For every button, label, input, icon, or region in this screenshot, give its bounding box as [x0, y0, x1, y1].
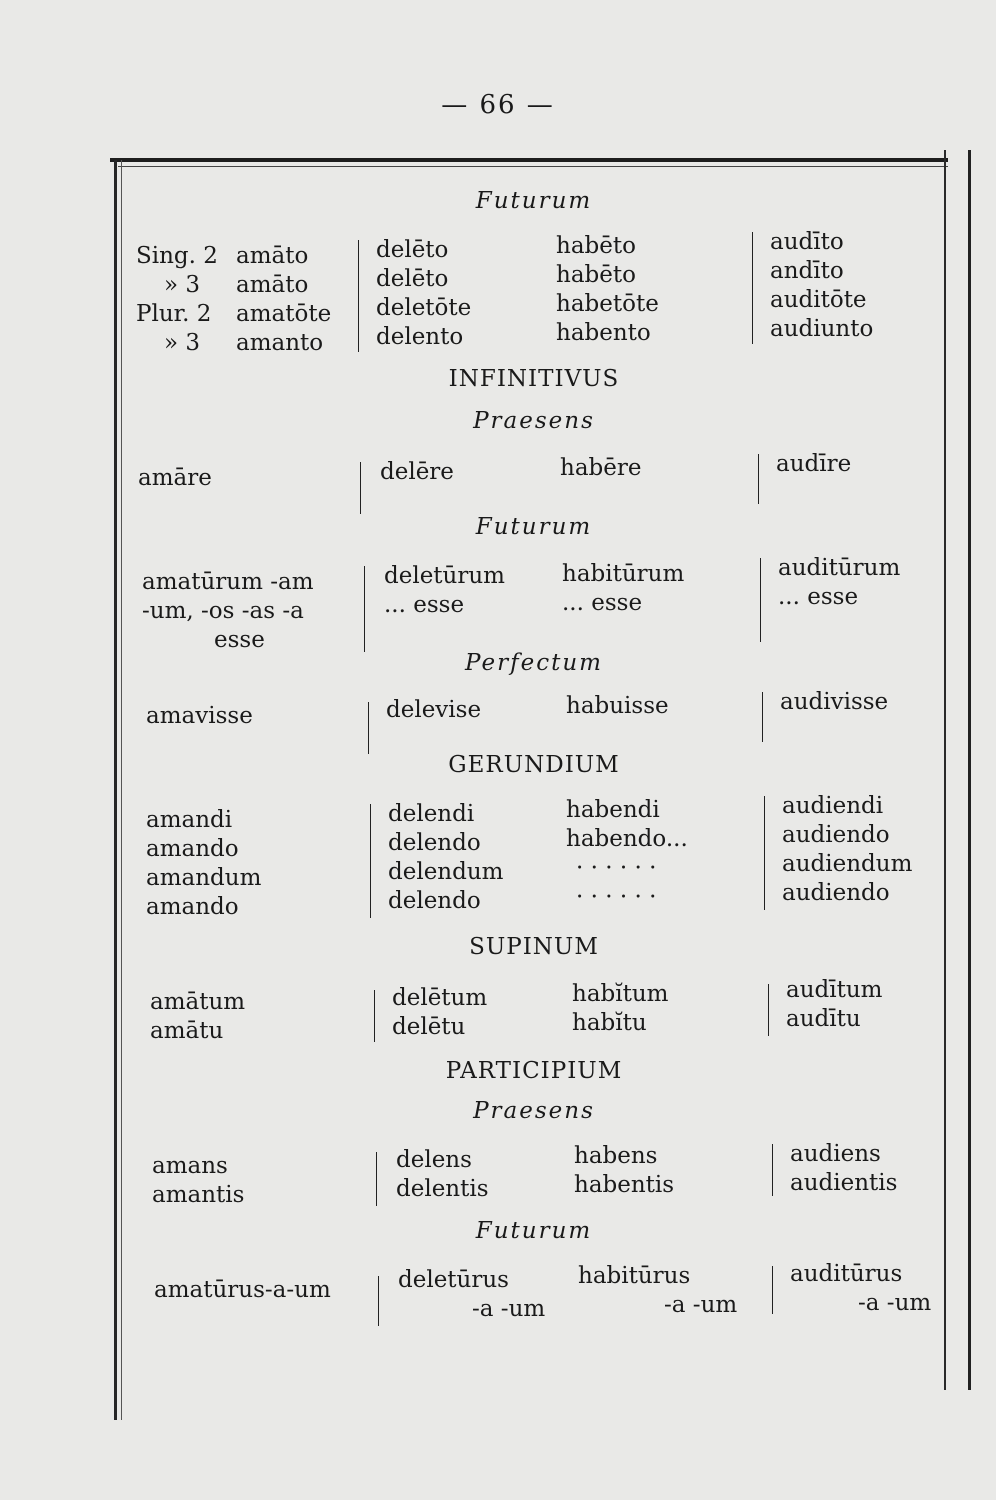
form: delento [376, 324, 464, 350]
column-divider [772, 1266, 773, 1314]
form: audiunto [770, 316, 874, 342]
form: amandum [146, 865, 262, 891]
column-divider [378, 1276, 379, 1326]
column-divider [358, 240, 359, 352]
heading-futurum: Futurum [475, 188, 593, 214]
conj1-column [146, 806, 261, 922]
form: amatūrum -am [142, 569, 314, 595]
form: amando [146, 836, 239, 862]
conj4-column [782, 792, 912, 908]
form: delētu [392, 1014, 466, 1040]
form: delendi [388, 801, 475, 827]
row-label: » 3 [164, 272, 201, 298]
column-divider [368, 702, 369, 754]
form: ... esse [384, 592, 465, 618]
conj1-column [150, 988, 245, 1046]
conj2-column [388, 800, 503, 916]
form: habēre [560, 455, 642, 481]
form: habĭtu [572, 1010, 647, 1036]
conj2-column [392, 984, 487, 1042]
conj4-column [786, 976, 882, 1034]
form: audiendum [782, 851, 913, 877]
form: delendo [388, 888, 481, 914]
form: · · · · · · [576, 884, 657, 910]
conj1-column [152, 1152, 244, 1210]
column-divider [764, 796, 765, 910]
form: habĭtum [572, 981, 669, 1007]
column-divider [364, 566, 365, 652]
form: ... esse [562, 590, 643, 616]
form: delētum [392, 985, 488, 1011]
form: amāto [236, 272, 309, 298]
form: habento [556, 320, 651, 346]
form: -um, -os -as -a [142, 598, 304, 624]
page-number: — 66 — [441, 90, 555, 120]
form: amātum [150, 989, 246, 1015]
form: delevise [386, 697, 482, 723]
column-divider [752, 232, 753, 344]
conj2-column [396, 1146, 489, 1204]
frame-right-rule-outer [968, 150, 971, 1390]
form: audīto [770, 229, 844, 255]
form: audivisse [780, 689, 889, 715]
form: habens [574, 1143, 658, 1169]
form: delentis [396, 1176, 489, 1202]
form: audiendo [782, 880, 890, 906]
form: -a -um [858, 1290, 932, 1316]
form: habendi [566, 797, 660, 823]
form: amando [146, 894, 239, 920]
form: audiens [790, 1141, 881, 1167]
form: delēto [376, 237, 449, 263]
form: amans [152, 1153, 228, 1179]
heading-futurum: Futurum [475, 1218, 593, 1244]
form: amātu [150, 1018, 224, 1044]
form: amanto [236, 330, 324, 356]
conj4-column [790, 1140, 897, 1198]
form: audiendi [782, 793, 884, 819]
form: audientis [790, 1170, 898, 1196]
form: amatōte [236, 301, 332, 327]
form: amavisse [146, 703, 253, 729]
form: delēre [380, 459, 454, 485]
form: habendo... [566, 826, 688, 852]
conj3-column [566, 796, 688, 912]
heading-infinitivus: INFINITIVUS [448, 366, 620, 392]
column-divider [370, 804, 371, 918]
conj3-column [574, 1142, 674, 1200]
conj4-column [778, 554, 900, 612]
column-divider [758, 454, 759, 504]
heading-participium: PARTICIPIUM [445, 1058, 623, 1084]
column-divider [376, 1152, 377, 1206]
heading-supinum: SUPINUM [469, 934, 599, 960]
form: amatūrus-a-um [154, 1277, 331, 1303]
form: habitūrum [562, 561, 685, 587]
form: habēto [556, 233, 636, 259]
frame-top-rule [110, 158, 948, 162]
row-label: Sing. 2 [136, 243, 218, 269]
column-divider [772, 1144, 773, 1196]
form: delēto [376, 266, 449, 292]
conj3-column [572, 980, 668, 1038]
form: audīre [776, 451, 852, 477]
conj4-column [790, 1260, 931, 1318]
column-divider [374, 990, 375, 1042]
form: ... esse [778, 584, 859, 610]
form: amandi [146, 807, 233, 833]
form: habēto [556, 262, 636, 288]
heading-futurum: Futurum [475, 514, 593, 540]
heading-praesens: Praesens [473, 1098, 595, 1124]
conj3-column [562, 560, 684, 618]
form: -a -um [664, 1292, 738, 1318]
conj4-column [770, 228, 873, 344]
form: esse [214, 627, 265, 653]
row-label: Plur. 2 [136, 301, 212, 327]
conj3-column [556, 232, 659, 348]
form: audītu [786, 1006, 861, 1032]
row-labels [136, 242, 218, 358]
form: habentis [574, 1172, 675, 1198]
form: -a -um [472, 1296, 546, 1322]
conj2-column [376, 236, 471, 352]
heading-praesens: Praesens [473, 408, 595, 434]
form: habuisse [566, 693, 669, 719]
form: delendum [388, 859, 504, 885]
conj3-column [578, 1262, 737, 1320]
form: delens [396, 1147, 472, 1173]
form: audiendo [782, 822, 890, 848]
form: deletōte [376, 295, 472, 321]
heading-perfectum: Perfectum [465, 650, 603, 676]
conj2-column [384, 562, 505, 620]
column-divider [760, 558, 761, 642]
column-divider [360, 462, 361, 514]
form: amāre [138, 465, 212, 491]
conj1-column [142, 568, 314, 655]
form: · · · · · · [576, 855, 657, 881]
form: auditōte [770, 287, 867, 313]
form: deletūrus [398, 1267, 509, 1293]
form: amantis [152, 1182, 245, 1208]
form: habetōte [556, 291, 659, 317]
form: andīto [770, 258, 844, 284]
form: auditūrum [778, 555, 901, 581]
column-divider [768, 984, 769, 1036]
form: delendo [388, 830, 481, 856]
form: audītum [786, 977, 883, 1003]
row-label: » 3 [164, 330, 201, 356]
column-divider [762, 692, 763, 742]
form: amāto [236, 243, 309, 269]
heading-gerundium: GERUNDIUM [448, 752, 620, 778]
form: deletūrum [384, 563, 505, 589]
frame-top-rule-thin [118, 166, 948, 167]
conj1-column [236, 242, 331, 358]
conj2-column [398, 1266, 545, 1324]
form: habitūrus [578, 1263, 691, 1289]
form: auditūrus [790, 1261, 903, 1287]
